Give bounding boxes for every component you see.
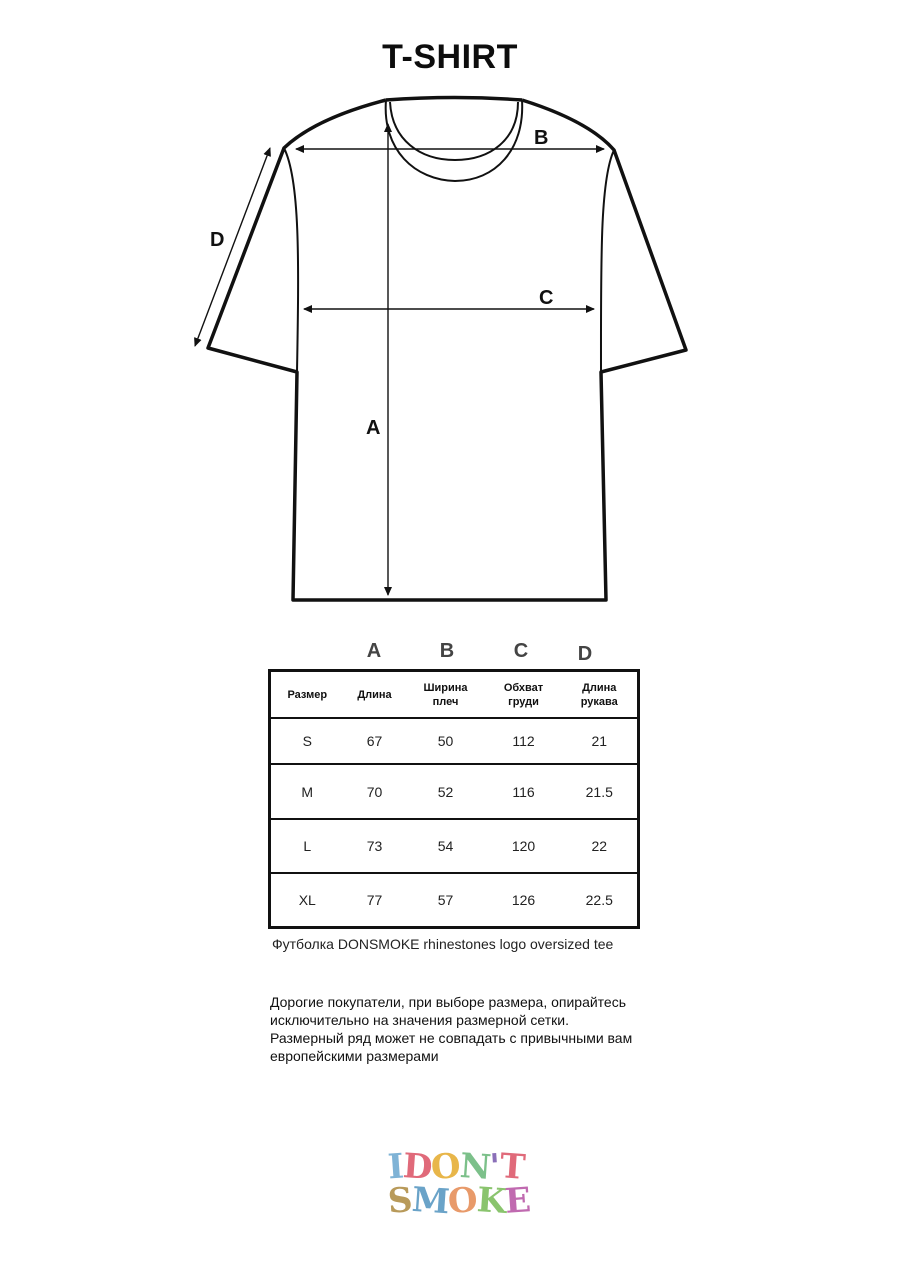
note-line: европейскими размерами (270, 1048, 439, 1064)
column-letter-c: C (513, 640, 529, 662)
cell-chest: 112 (486, 718, 562, 764)
tshirt-outline (208, 100, 686, 600)
cell-length: 73 (344, 819, 406, 873)
cell-length: 70 (344, 764, 406, 819)
logo-letter: N (458, 1145, 492, 1189)
header-chest: Обхват груди (486, 671, 562, 719)
table-row (270, 873, 639, 927)
cell-size: M (270, 764, 344, 819)
header-sleeve-length: Длина рукава (562, 671, 639, 719)
logo-line-2 (386, 1179, 532, 1223)
logo-line-1 (386, 1145, 526, 1189)
header-size: Размер (270, 671, 344, 719)
note-line: Размерный ряд может не совпадать с привычными вам (270, 1030, 633, 1046)
dimension-d-arrow (195, 148, 270, 346)
logo-letter: S (386, 1180, 413, 1222)
logo-letter: M (410, 1179, 450, 1223)
brand-logo (386, 1145, 532, 1224)
column-letter-d: D (577, 643, 593, 665)
logo-letter: ' (488, 1146, 501, 1188)
cell-sleeve-length: 21 (562, 718, 639, 764)
cell-length: 67 (344, 718, 406, 764)
cell-length: 77 (366, 892, 383, 909)
cell-shoulder-width: 52 (406, 764, 486, 819)
cell-chest: 116 (486, 764, 562, 819)
collar-inner (390, 102, 518, 160)
logo-letter: I (386, 1146, 405, 1188)
cell-sleeve-length: 22 (562, 819, 639, 873)
cell-sleeve-length: 22.5 (585, 892, 613, 909)
product-caption: Футболка DONSMOKE rhinestones logo oversized tee (272, 936, 614, 952)
column-letter-b: B (439, 640, 455, 662)
size-note (270, 993, 690, 1065)
cell-shoulder-width: 50 (406, 718, 486, 764)
cell-shoulder-width: 54 (406, 819, 486, 873)
table-header-row (270, 671, 639, 719)
size-table (268, 669, 640, 929)
dimension-d-label: D (210, 229, 225, 251)
dimension-c-label: C (539, 287, 554, 309)
logo-letter: E (504, 1180, 532, 1222)
note-line: Дорогие покупатели, при выборе размера, опирайтесь (270, 994, 627, 1010)
logo-letter: O (446, 1180, 479, 1222)
table-row (270, 819, 639, 873)
cell-sleeve-length: 21.5 (562, 764, 639, 819)
cell-size: L (270, 819, 344, 873)
table-column-letters (0, 640, 900, 670)
note-line: исключительно на значения размерной сетки. (270, 1012, 569, 1028)
cell-size: S (270, 718, 344, 764)
column-letter-a: A (366, 640, 382, 662)
page-title: T-SHIRT (382, 38, 518, 76)
header-shoulder-width: Ширина плеч (406, 671, 486, 719)
logo-letter: D (401, 1146, 433, 1188)
logo-letter: O (430, 1146, 462, 1188)
right-armhole-seam (601, 150, 614, 372)
cell-shoulder-width: 57 (437, 892, 454, 909)
logo-letter: T (498, 1146, 526, 1188)
cell-chest: 126 (511, 892, 536, 909)
cell-size: XL (298, 892, 316, 909)
logo-letter: K (475, 1180, 507, 1222)
dimension-a-label: A (366, 417, 381, 439)
table-row (270, 718, 639, 764)
left-armhole-seam (284, 148, 298, 372)
header-length: Длина (344, 671, 406, 719)
dimension-b-label: B (534, 127, 549, 149)
table-row (270, 764, 639, 819)
cell-chest: 120 (486, 819, 562, 873)
